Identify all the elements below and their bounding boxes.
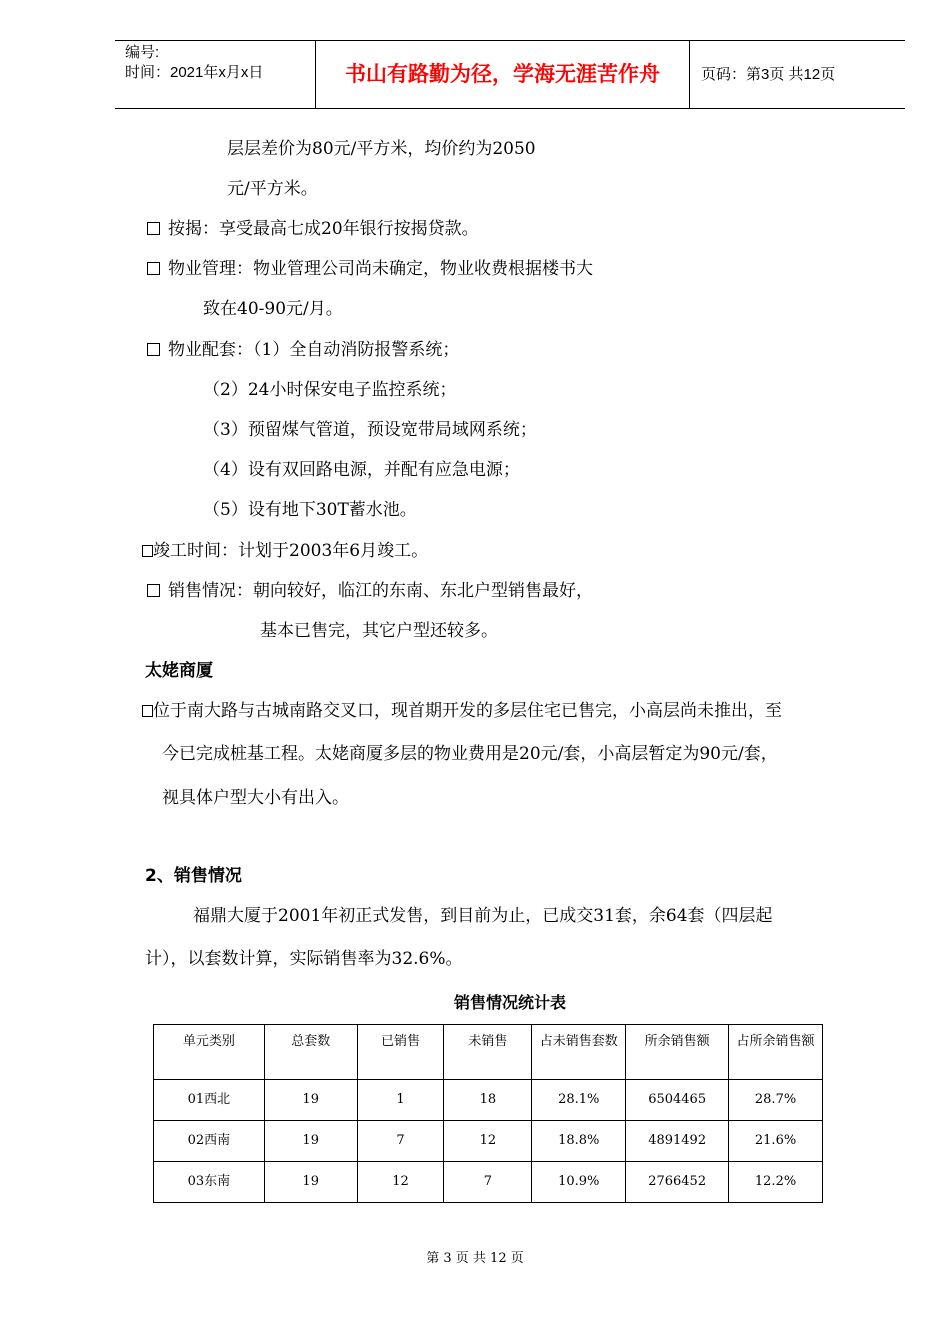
header-cell: 已销售 xyxy=(357,1025,444,1080)
table-cell: 7 xyxy=(357,1121,444,1162)
header-cell: 单元类别 xyxy=(154,1025,265,1080)
table-cell: 19 xyxy=(264,1162,357,1203)
table-row xyxy=(154,1080,823,1121)
table-cell: 7 xyxy=(444,1162,532,1203)
taiyao-text-3: 视具体户型大小有出入。 xyxy=(162,788,349,808)
header-cell: 未销售 xyxy=(444,1025,532,1080)
taiyao-heading: 太姥商厦 xyxy=(145,661,213,681)
header-motto: 书山有路勤为径，学海无涯苦作舟 xyxy=(316,41,690,108)
checkbox-icon xyxy=(147,262,160,275)
completion-item xyxy=(142,539,428,563)
checkbox-icon xyxy=(142,545,153,557)
property-mgmt-text-2: 致在40-90元/月。 xyxy=(203,299,343,319)
property-mgmt-text: 物业管理：物业管理公司尚未确定，物业收费根据楼书大 xyxy=(168,259,593,279)
page-footer: 第 3 页 共 12 页 xyxy=(426,1251,524,1266)
sales-paragraph-2: 计），以套数计算，实际销售率为32.6%。 xyxy=(145,949,463,969)
sales-text-2: 基本已售完，其它户型还较多。 xyxy=(260,621,498,641)
table-header-row xyxy=(154,1025,823,1080)
price-line-1: 层层差价为80元/平方米，均价约为2050 xyxy=(227,139,536,159)
sales-table xyxy=(153,1024,823,1203)
page-header xyxy=(115,40,905,109)
table-cell: 03东南 xyxy=(154,1162,265,1203)
header-cell: 占所余销售额 xyxy=(729,1025,823,1080)
header-cell: 总套数 xyxy=(264,1025,357,1080)
table-cell: 12 xyxy=(357,1162,444,1203)
taiyao-text-2: 今已完成桩基工程。太姥商厦多层的物业费用是20元/套，小高层暂定为90元/套， xyxy=(162,744,778,764)
table-cell: 18.8% xyxy=(532,1121,626,1162)
table-cell: 4891492 xyxy=(626,1121,729,1162)
serial-label: 编号: xyxy=(125,44,160,61)
section-heading: 2、销售情况 xyxy=(145,866,242,886)
table-row xyxy=(154,1162,823,1203)
header-cell: 所余销售额 xyxy=(626,1025,729,1080)
table-cell: 10.9% xyxy=(532,1162,626,1203)
sales-text: 销售情况：朝向较好，临江的东南、东北户型销售最好， xyxy=(168,581,593,601)
completion-text: 竣工时间：计划于2003年6月竣工。 xyxy=(153,541,429,561)
mortgage-item xyxy=(147,217,479,241)
time-label: 时间：2021年x月x日 xyxy=(125,64,264,81)
taiyao-paragraph xyxy=(142,699,782,723)
header-cell: 占未销售套数 xyxy=(532,1025,626,1080)
table-cell: 1 xyxy=(357,1080,444,1121)
header-page-number: 页码：第3页 共12页 xyxy=(701,66,836,83)
checkbox-icon xyxy=(147,584,160,597)
table-cell: 28.7% xyxy=(729,1080,823,1121)
table-cell: 19 xyxy=(264,1121,357,1162)
table-cell: 21.6% xyxy=(729,1121,823,1162)
sales-item xyxy=(147,579,593,603)
checkbox-icon xyxy=(147,222,160,235)
header-meta xyxy=(115,41,316,108)
table-cell: 6504465 xyxy=(626,1080,729,1121)
table-row xyxy=(154,1121,823,1162)
table-cell: 28.1% xyxy=(532,1080,626,1121)
table-cell: 2766452 xyxy=(626,1162,729,1203)
taiyao-text-1: 位于南大路与古城南路交叉口，现首期开发的多层住宅已售完，小高层尚未推出，至 xyxy=(153,701,782,721)
facilities-line-2: （2）24小时保安电子监控系统； xyxy=(203,380,457,400)
price-line-2: 元/平方米。 xyxy=(227,179,318,199)
sales-paragraph-1: 福鼎大厦于2001年初正式发售，到目前为止，已成交31套，余64套（四层起 xyxy=(193,906,773,926)
table-cell: 19 xyxy=(264,1080,357,1121)
checkbox-icon xyxy=(147,343,160,356)
checkbox-icon xyxy=(142,705,153,717)
table-cell: 12 xyxy=(444,1121,532,1162)
table-cell: 01西北 xyxy=(154,1080,265,1121)
facilities-text: 物业配套：（1）全自动消防报警系统； xyxy=(168,340,460,360)
facilities-line-4: （4）设有双回路电源，并配有应急电源； xyxy=(203,460,520,480)
facilities-line-3: （3）预留煤气管道，预设宽带局域网系统； xyxy=(203,420,537,440)
property-mgmt-item xyxy=(147,257,593,281)
facilities-line-5: （5）设有地下30T蓄水池。 xyxy=(203,500,417,520)
mortgage-text: 按揭：享受最高七成20年银行按揭贷款。 xyxy=(168,219,479,239)
facilities-item xyxy=(147,338,459,362)
table-cell: 18 xyxy=(444,1080,532,1121)
table-cell: 02西南 xyxy=(154,1121,265,1162)
table-title: 销售情况统计表 xyxy=(453,993,566,1012)
table-cell: 12.2% xyxy=(729,1162,823,1203)
